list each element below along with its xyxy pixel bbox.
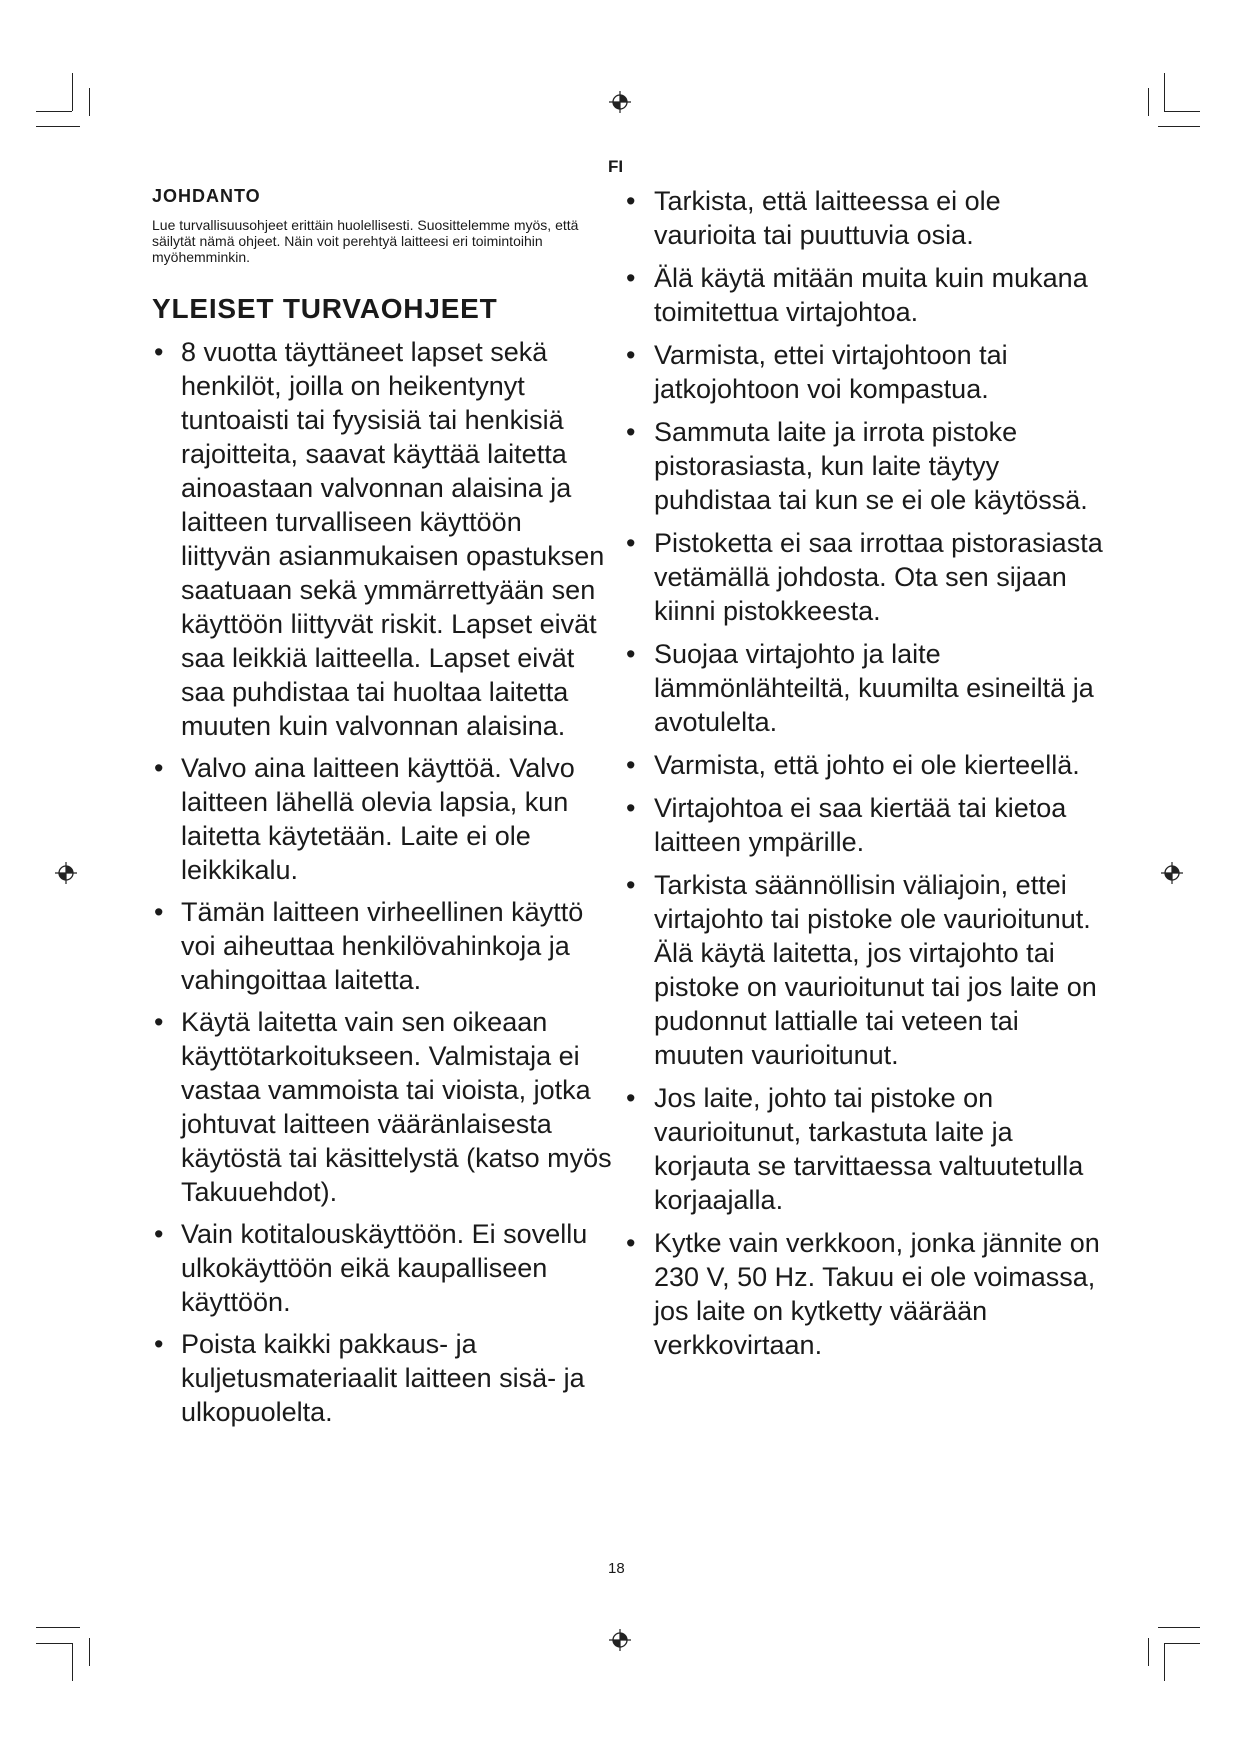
intro-heading: JOHDANTO bbox=[152, 186, 261, 206]
list-item: • Virtajohtoa ei saa kiertää tai kietoa laitteen ympärille. bbox=[624, 791, 1104, 859]
list-item: • Valvo aina laitteen käyttöä. Valvo laitteen lähellä olevia lapsia, kun laitetta käytetään. Laite ei ole leikkikalu. bbox=[152, 751, 612, 887]
registration-mark-left-icon bbox=[55, 862, 77, 884]
list-item: • Käytä laitetta vain sen oikeaan käyttötarkoitukseen. Valmistaja ei vastaa vammoista tai vioista, jotka johtuvat laitteen vääränlaisesta käytöstä tai käsittelystä (katso myös Takuuehdot). bbox=[152, 1005, 612, 1209]
list-item: • Varmista, että johto ei ole kierteellä. bbox=[624, 748, 1104, 782]
registration-mark-top-icon bbox=[609, 91, 631, 113]
list-item: • Sammuta laite ja irrota pistoke pistorasiasta, kun laite täytyy puhdistaa tai kun se ei ole käytössä. bbox=[624, 415, 1104, 517]
list-item: • Tarkista, että laitteessa ei ole vaurioita tai puuttuvia osia. bbox=[624, 184, 1104, 252]
list-item: • Poista kaikki pakkaus- ja kuljetusmateriaalit laitteen sisä- ja ulkopuolelta. bbox=[152, 1327, 612, 1429]
safety-list-left bbox=[152, 335, 612, 1429]
intro-text: Lue turvallisuusohjeet erittäin huolellisesti. Suosittelemme myös, että säilytät nämä ohjeet. Näin voit perehtyä laitteesi eri toimintoihin myöhemminkin. bbox=[152, 217, 579, 265]
registration-mark-bottom-icon bbox=[609, 1629, 631, 1651]
list-item: • Vain kotitalouskäyttöön. Ei sovellu ulkokäyttöön eikä kaupalliseen käyttöön. bbox=[152, 1217, 612, 1319]
language-code: FI bbox=[608, 157, 624, 176]
safety-heading: YLEISET TURVAOHJEET bbox=[152, 293, 498, 324]
list-item: • Pistoketta ei saa irrottaa pistorasiasta vetämällä johdosta. Ota sen sijaan kiinni pistokkeesta. bbox=[624, 526, 1104, 628]
list-item: • Kytke vain verkkoon, jonka jännite on 230 V, 50 Hz. Takuu ei ole voimassa, jos laite on kytketty väärään verkkovirtaan. bbox=[624, 1226, 1104, 1362]
list-item: • Tämän laitteen virheellinen käyttö voi aiheuttaa henkilövahinkoja ja vahingoittaa laitetta. bbox=[152, 895, 612, 997]
right-column bbox=[624, 184, 1104, 1371]
safety-list-right bbox=[624, 184, 1104, 1362]
left-column bbox=[152, 186, 612, 1437]
list-item: • Älä käytä mitään muita kuin mukana toimitettua virtajohtoa. bbox=[624, 261, 1104, 329]
list-item: • Jos laite, johto tai pistoke on vaurioitunut, tarkastuta laite ja korjauta se tarvittaessa valtuutetulla korjaajalla. bbox=[624, 1081, 1104, 1217]
list-item: • Suojaa virtajohto ja laite lämmönlähteiltä, kuumilta esineiltä ja avotulelta. bbox=[624, 637, 1104, 739]
list-item: • Varmista, ettei virtajohtoon tai jatkojohtoon voi kompastua. bbox=[624, 338, 1104, 406]
list-item: • Tarkista säännöllisin väliajoin, ettei virtajohto tai pistoke ole vaurioitunut. Älä käytä laitetta, jos virtajohto tai pistoke on vaurioitunut tai jos laite on pudonnut lattialle tai veteen tai muuten vaurioitunut. bbox=[624, 868, 1104, 1072]
page-number: 18 bbox=[608, 1560, 625, 1577]
registration-mark-right-icon bbox=[1161, 862, 1183, 884]
list-item: • 8 vuotta täyttäneet lapset sekä henkilöt, joilla on heikentynyt tuntoaisti tai fyysisiä tai henkisiä rajoitteita, saavat käyttää laitetta ainoastaan valvonnan alaisina ja laitteen turvalliseen käyttöön liittyvän asianmukaisen opastuksen saatuaan sekä ymmärrettyään sen käyttöön liittyvät riskit. Lapset eivät saa leikkiä laitteella. Lapset eivät saa puhdistaa tai huoltaa laitetta muuten kuin valvonnan alaisina. bbox=[152, 335, 612, 743]
